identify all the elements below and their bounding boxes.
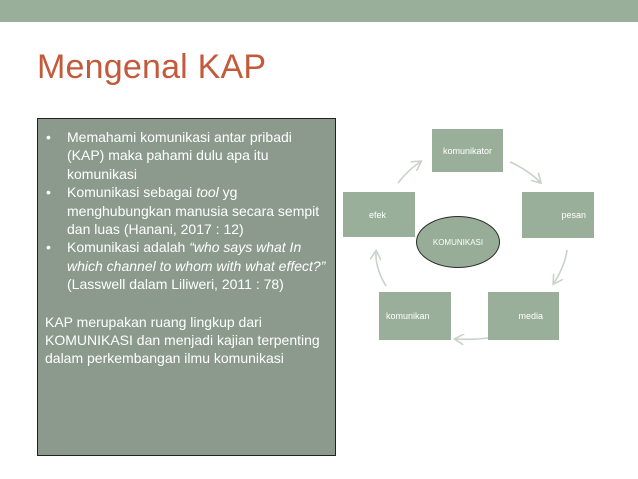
cycle-arrow — [554, 250, 567, 283]
content-text-panel — [37, 118, 336, 456]
cycle-arrow — [376, 252, 386, 286]
node-komunikan — [379, 292, 451, 340]
cycle-arrow — [456, 338, 488, 339]
top-accent-bar — [0, 0, 638, 22]
emphasis-text: tool — [196, 184, 219, 201]
bullet-item: • Komunikasi sebagai tool yg menghubungkan manusia secara sempit dan luas (Hanani, 2017 : 12) — [45, 183, 327, 238]
node-label: pesan — [561, 210, 586, 220]
node-label: komunikan — [386, 311, 430, 321]
emphasis-text: “who says what In which channel to whom with what effect?” — [67, 239, 326, 274]
node-label: efek — [369, 209, 387, 220]
node-label: komunikator — [442, 145, 493, 156]
summary-paragraph: KAP merupakan ruang lingkup dari KOMUNIKASI dan menjadi kajian terpenting dalam perkembangan ilmu komunikasi — [45, 313, 320, 367]
node-pesan — [522, 192, 594, 238]
node-efek — [343, 192, 415, 237]
bullet-item: • Memahami komunikasi antar pribadi (KAP) maka pahami dulu apa itu komunikasi — [45, 128, 327, 183]
bullet-list — [45, 128, 327, 294]
slide-title: Mengenal KAP — [37, 48, 267, 86]
center-node-komunikasi — [416, 216, 500, 268]
bullet-item: • Komunikasi adalah “who says what In which channel to whom with what effect?” (Lasswell dalam Liliweri, 2011 : 78) — [45, 238, 327, 293]
center-label: KOMUNIKASI — [432, 237, 484, 247]
node-media — [488, 292, 559, 340]
cycle-arrow — [510, 162, 540, 182]
node-komunikator — [432, 129, 503, 172]
node-label: media — [518, 311, 543, 321]
cycle-arrow — [398, 162, 420, 183]
